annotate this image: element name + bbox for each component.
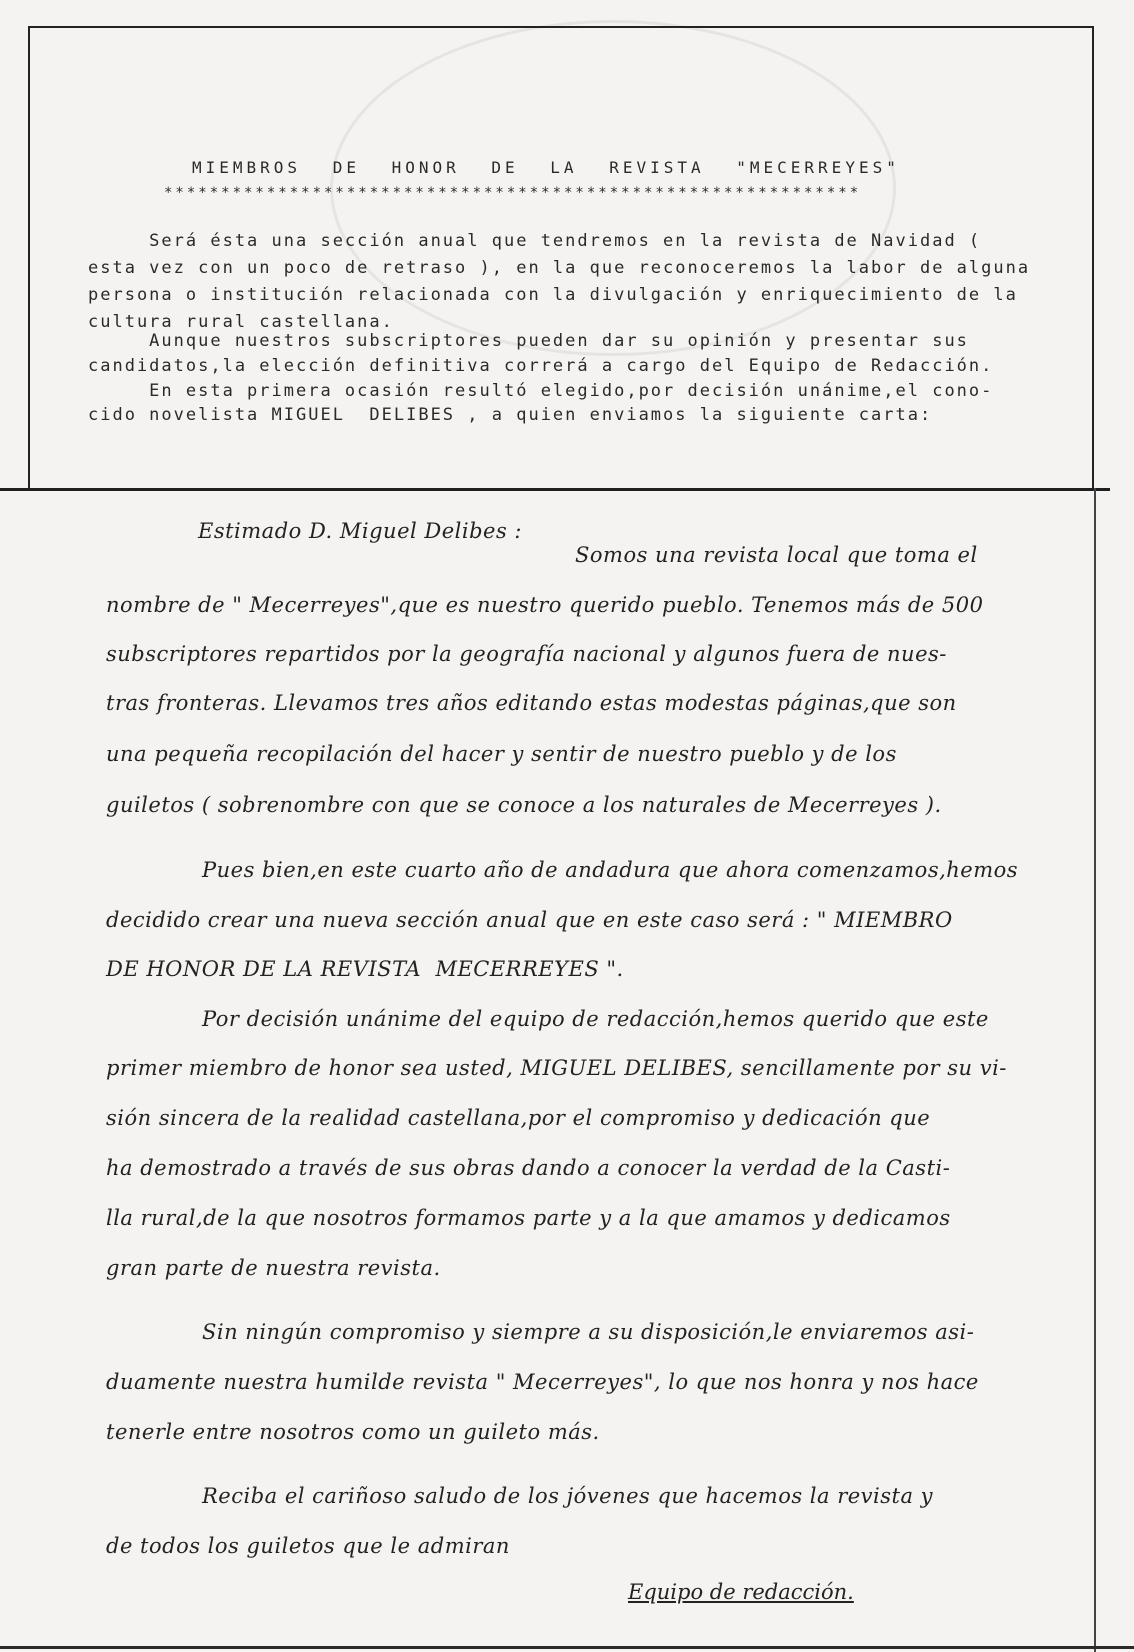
title-underline-stars: ************************************************************* bbox=[164, 185, 862, 201]
bottom-divider bbox=[0, 1646, 1134, 1649]
letter-line: guiletos ( sobrenombre con que se conoce a los naturales de Mecerreyes ). bbox=[106, 793, 942, 817]
intro-line: Aunque nuestros subscriptores pueden dar su opinión y presentar sus bbox=[88, 331, 969, 351]
letter-line: Somos una revista local que toma el bbox=[575, 543, 978, 567]
letter-line: una pequeña recopilación del hacer y sentir de nuestro pueblo y de los bbox=[106, 742, 897, 766]
section-divider bbox=[0, 488, 1110, 491]
letter-line: decidido crear una nueva sección anual que en este caso será : " MIEMBRO bbox=[106, 908, 953, 932]
letter-line: Pues bien,en este cuarto año de andadura que ahora comenzamos,hemos bbox=[202, 858, 1019, 882]
intro-line: Será ésta una sección anual que tendremos en la revista de Navidad ( bbox=[88, 231, 982, 251]
section-title: MIEMBROS DE HONOR DE LA REVISTA "MECERREYES" bbox=[192, 158, 900, 177]
letter-line: Por decisión unánime del equipo de redacción,hemos querido que este bbox=[202, 1007, 989, 1031]
letter-line: sión sincera de la realidad castellana,por el compromiso y dedicación que bbox=[106, 1106, 931, 1130]
letter-line: Reciba el cariñoso saludo de los jóvenes que hacemos la revista y bbox=[202, 1484, 934, 1508]
letter-line: subscriptores repartidos por la geografía nacional y algunos fuera de nues- bbox=[106, 642, 947, 666]
intro-line: En esta primera ocasión resultó elegido,por decisión unánime,el cono- bbox=[88, 381, 994, 401]
intro-line: cultura rural castellana. bbox=[88, 312, 394, 332]
intro-line: cido novelista MIGUEL DELIBES , a quien enviamos la siguiente carta: bbox=[88, 405, 933, 425]
letter-line: primer miembro de honor sea usted, MIGUEL DELIBES, sencillamente por su vi- bbox=[106, 1056, 1007, 1080]
intro-line: candidatos,la elección definitiva correrá a cargo del Equipo de Redacción. bbox=[88, 356, 994, 376]
page-right-border bbox=[1094, 488, 1096, 1652]
letter-salutation: Estimado D. Miguel Delibes : bbox=[198, 519, 522, 543]
letter-line: DE HONOR DE LA REVISTA MECERREYES ". bbox=[106, 957, 624, 981]
letter-line: de todos los guiletos que le admiran bbox=[106, 1534, 510, 1558]
letter-line: tras fronteras. Llevamos tres años editando estas modestas páginas,que son bbox=[106, 691, 957, 715]
letter-line: gran parte de nuestra revista. bbox=[106, 1256, 441, 1280]
intro-line: persona o institución relacionada con la divulgación y enriquecimiento de la bbox=[88, 285, 1018, 305]
letter-line: nombre de " Mecerreyes",que es nuestro querido pueblo. Tenemos más de 500 bbox=[106, 593, 984, 617]
letter-signature: Equipo de redacción. bbox=[628, 1580, 854, 1604]
intro-line: esta vez con un poco de retraso ), en la que reconoceremos la labor de alguna bbox=[88, 258, 1031, 278]
letter-line: lla rural,de la que nosotros formamos parte y a la que amamos y dedicamos bbox=[106, 1206, 951, 1230]
letter-line: duamente nuestra humilde revista " Mecerreyes", lo que nos honra y nos hace bbox=[106, 1370, 979, 1394]
letter-line: tenerle entre nosotros como un guileto más. bbox=[106, 1420, 600, 1444]
letter-line: Sin ningún compromiso y siempre a su disposición,le enviaremos asi- bbox=[202, 1320, 975, 1344]
letter-line: ha demostrado a través de sus obras dando a conocer la verdad de la Casti- bbox=[106, 1156, 951, 1180]
